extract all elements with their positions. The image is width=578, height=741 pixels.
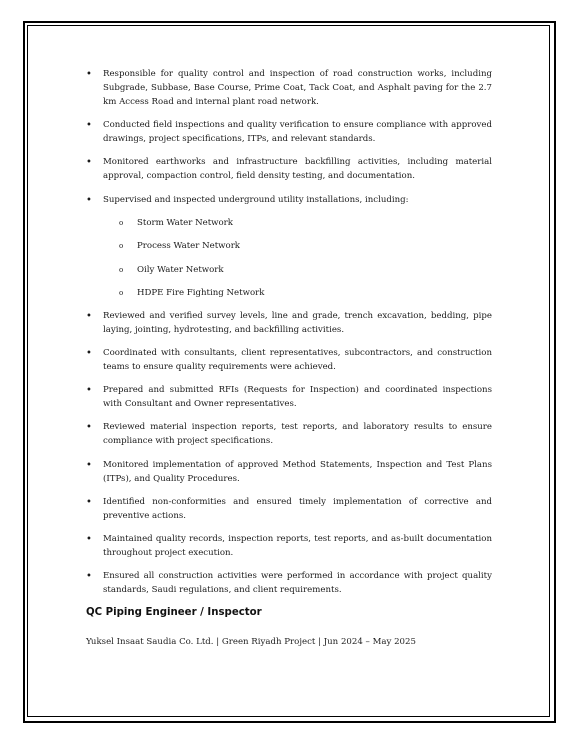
bullet-item: Monitored earthworks and infrastructure backfilling activities, including material approval, compaction control, field density testing, and documentation. <box>103 157 492 181</box>
bullet-item: Identified non-conformities and ensured timely implementation of corrective and preventive actions. <box>103 497 492 521</box>
sub-bullet-item: Storm Water Network <box>137 218 233 228</box>
sub-bullet-item: Oily Water Network <box>137 265 224 275</box>
bullet-item: Responsible for quality control and inspection of road construction works, including Subgrade, Subbase, Base Course, Prime Coat, Tack Coat, and Asphalt paving for the 2.7 km Access Road and internal plant road network. <box>103 69 492 107</box>
bullet-item: Ensured all construction activities were performed in accordance with project quality standards, Saudi regulations, and client requirements. <box>103 571 492 595</box>
section-heading: QC Piping Engineer / Inspector <box>86 607 262 618</box>
bullet-icon: • <box>86 571 92 582</box>
sub-bullet-icon: o <box>119 266 124 274</box>
sub-bullet-icon: o <box>119 219 124 227</box>
bullet-icon: • <box>86 348 92 359</box>
bullet-icon: • <box>86 157 92 168</box>
bullet-item: Monitored implementation of approved Method Statements, Inspection and Test Plans (ITPs), and Quality Procedures. <box>103 460 492 484</box>
bullet-item: Maintained quality records, inspection reports, test reports, and as-built documentation throughout project execution. <box>103 534 492 558</box>
bullet-icon: • <box>86 311 92 322</box>
bullet-icon: • <box>86 422 92 433</box>
bullet-item: Coordinated with consultants, client representatives, subcontractors, and construction teams to ensure quality requirements were achieved. <box>103 348 492 372</box>
bullet-item: Reviewed and verified survey levels, line and grade, trench excavation, bedding, pipe laying, jointing, hydrotesting, and backfilling activities. <box>103 311 492 335</box>
bullet-icon: • <box>86 195 92 206</box>
bullet-icon: • <box>86 385 92 396</box>
bullet-item: Conducted field inspections and quality verification to ensure compliance with approved drawings, project specifications, ITPs, and relevant standards. <box>103 120 492 144</box>
bullet-item: Prepared and submitted RFIs (Requests for Inspection) and coordinated inspections with Consultant and Owner representatives. <box>103 385 492 409</box>
bullet-icon: • <box>86 120 92 131</box>
bullet-item: Supervised and inspected underground utility installations, including: <box>103 195 409 205</box>
sub-bullet-icon: o <box>119 289 124 297</box>
job-details-line: Yuksel Insaat Saudia Co. Ltd. | Green Riyadh Project | Jun 2024 – May 2025 <box>86 637 416 647</box>
sub-bullet-item: HDPE Fire Fighting Network <box>137 288 265 298</box>
bullet-icon: • <box>86 534 92 545</box>
bullet-icon: • <box>86 460 92 471</box>
sub-bullet-item: Process Water Network <box>137 241 241 251</box>
bullet-icon: • <box>86 69 92 80</box>
bullet-icon: • <box>86 497 92 508</box>
sub-bullet-icon: o <box>119 242 124 250</box>
bullet-item: Reviewed material inspection reports, test reports, and laboratory results to ensure compliance with project specifications. <box>103 422 492 446</box>
